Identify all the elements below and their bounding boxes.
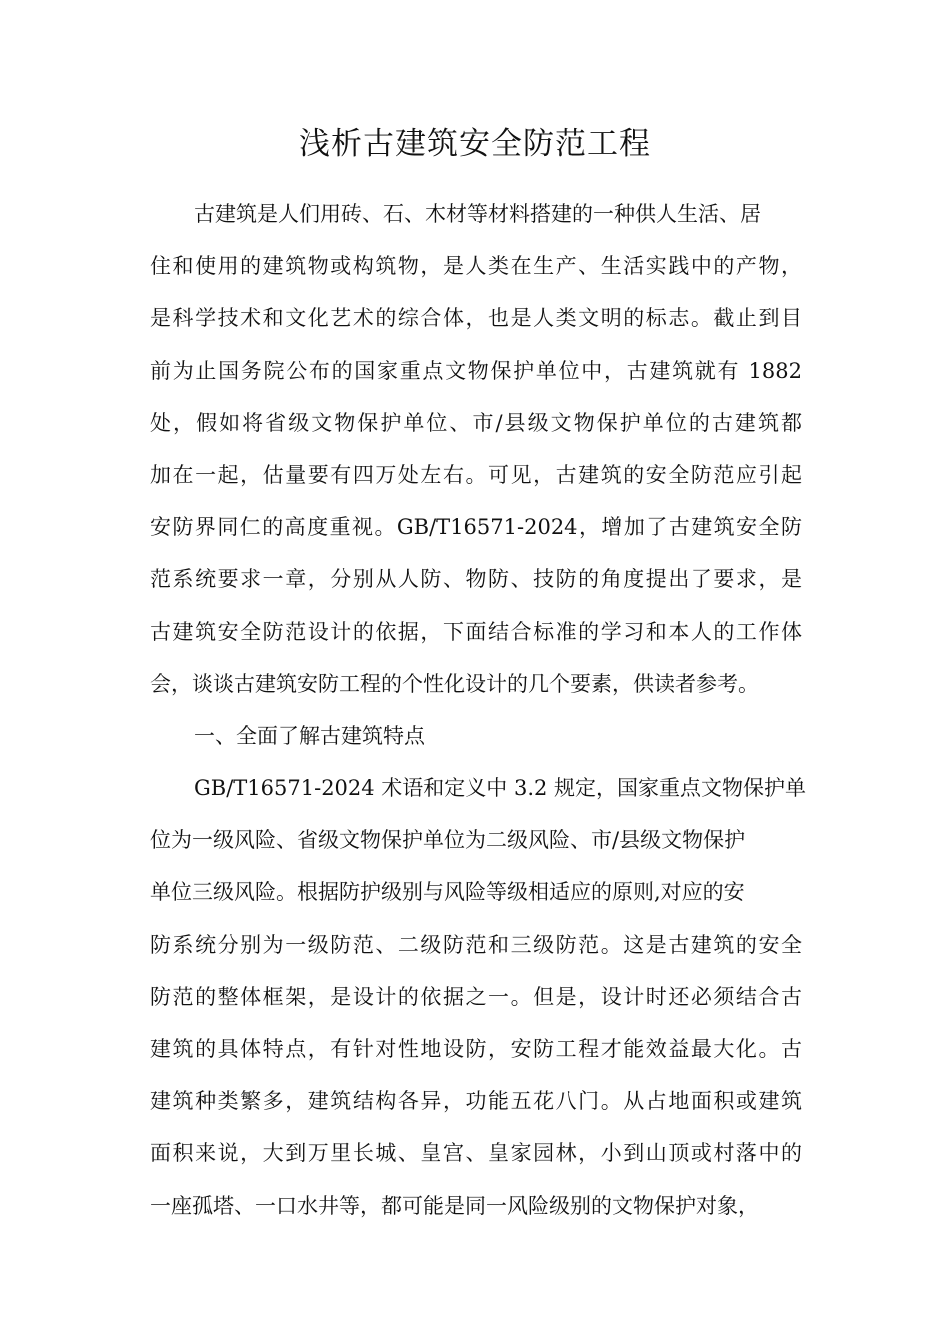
- document-title: 浅析古建筑安全防范工程: [299, 126, 651, 162]
- text-line: 前为止国务院公布的国家重点文物保护单位中，古建筑就有 1882: [150, 358, 802, 383]
- text-line: 建筑的具体特点，有针对性地设防，安防工程才能效益最大化。古: [150, 1037, 802, 1061]
- text-line: 处，假如将省级文物保护单位、市/县级文物保护单位的古建筑都: [150, 410, 802, 435]
- document-body: [150, 188, 807, 1232]
- text-line: 加在一起，估量要有四万处左右。可见，古建筑的安全防范应引起: [150, 462, 802, 487]
- section-heading: 一、全面了解古建筑特点: [194, 723, 425, 748]
- text-line: 单位三级风险。根据防护级别与风险等级相适应的原则,对应的安: [150, 880, 745, 905]
- text-line: 位为一级风险、省级文物保护单位为二级风险、市/县级文物保护: [150, 828, 746, 853]
- text-line: GB/T16571-2024 术语和定义中 3.2 规定，国家重点文物保护单: [194, 776, 807, 801]
- text-line: 安防界同仁的高度重视。GB/T16571-2024，增加了古建筑安全防: [150, 515, 802, 540]
- text-line: 古建筑安全防范设计的依据，下面结合标准的学习和本人的工作体: [150, 619, 802, 644]
- text-line: 古建筑是人们用砖、石、木材等材料搭建的一种供人生活、居: [194, 202, 761, 226]
- text-line: 防范的整体框架，是设计的依据之一。但是，设计时还必须结合古: [150, 984, 802, 1009]
- text-line: 建筑种类繁多，建筑结构各异，功能五花八门。从占地面积或建筑: [150, 1089, 802, 1114]
- text-line: 会，谈谈古建筑安防工程的个性化设计的几个要素，供读者参考。: [150, 671, 759, 696]
- text-line: 范系统要求一章，分别从人防、物防、技防的角度提出了要求，是: [150, 567, 802, 592]
- text-line: 是科学技术和文化艺术的综合体，也是人类文明的标志。截止到目: [150, 306, 802, 331]
- text-line: 住和使用的建筑物或构筑物，是人类在生产、生活实践中的产物，: [150, 254, 802, 279]
- text-line: 一座孤塔、一口水井等，都可能是同一风险级别的文物保护对象，: [150, 1193, 759, 1218]
- text-line: 面积来说，大到万里长城、皇宫、皇家园林，小到山顶或村落中的: [150, 1141, 802, 1166]
- text-line: 防系统分别为一级防范、二级防范和三级防范。这是古建筑的安全: [150, 932, 802, 957]
